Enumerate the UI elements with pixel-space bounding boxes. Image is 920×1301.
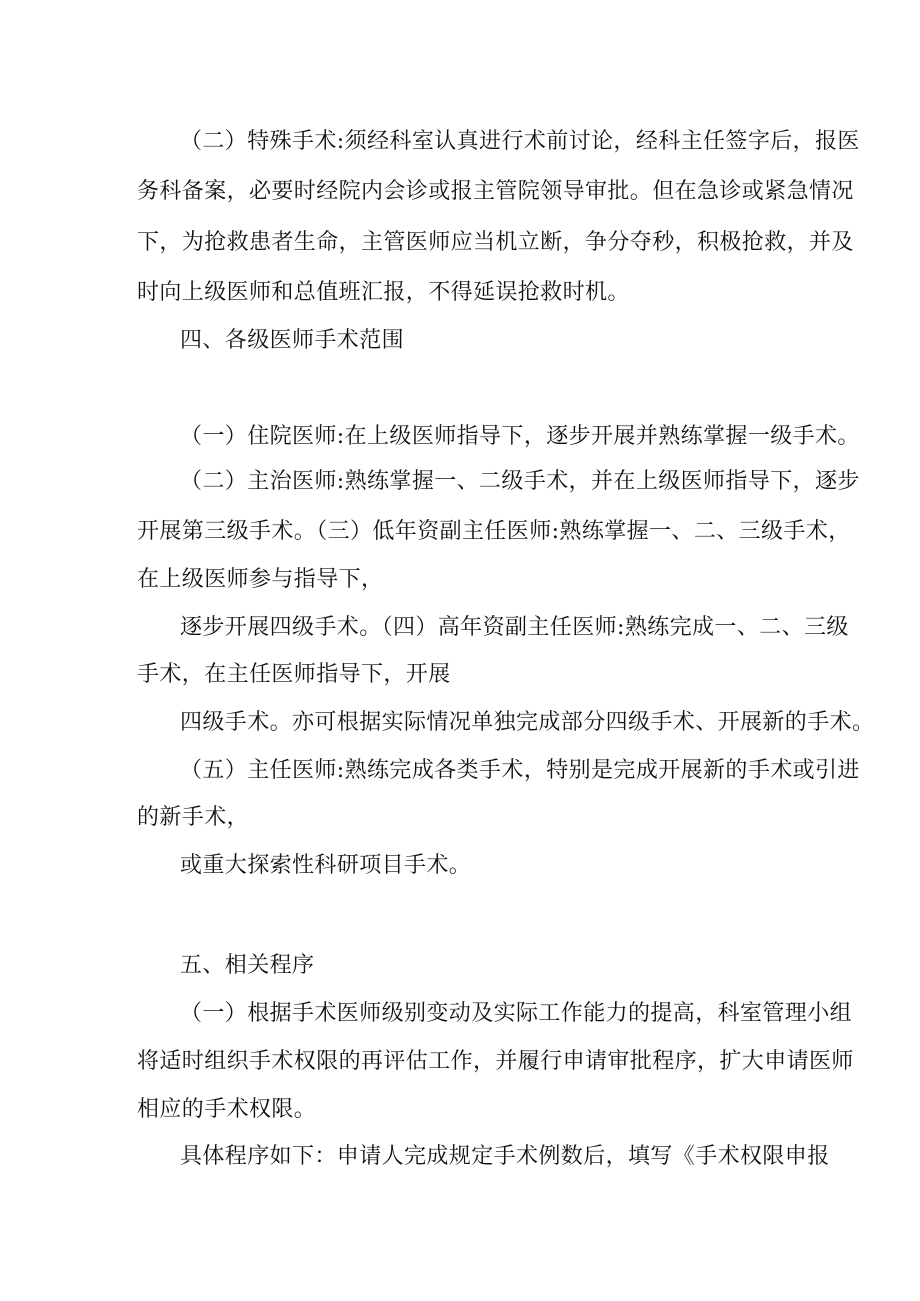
paragraph-special-surgery-line-3: 下，为抢救患者生命，主管医师应当机立断，争分夺秒，积极抢救，并及 — [137, 230, 854, 255]
paragraph-resident-physician: （一）住院医师:在上级医师指导下，逐步开展并熟练掌握一级手术。 — [180, 424, 860, 449]
paragraph-chief-physician-line-1: （五）主任医师:熟练完成各类手术，特别是完成开展新的手术或引进 — [180, 758, 860, 783]
section-heading-surgery-scope: 四、各级医师手术范围 — [180, 328, 405, 353]
paragraph-attending-line-3: 在上级医师参与指导下， — [137, 567, 384, 592]
paragraph-level-four-surgery: 四级手术。亦可根据实际情况单独完成部分四级手术、开展新的手术。 — [180, 710, 875, 735]
paragraph-procedure-line-3: 相应的手术权限。 — [137, 1097, 317, 1122]
paragraph-senior-associate-line-2: 手术，在主任医师指导下，开展 — [137, 662, 451, 687]
paragraph-attending-line-2: 开展第三级手术。（三）低年资副主任医师:熟练掌握一、二、三级手术， — [137, 519, 851, 544]
paragraph-senior-associate-line-1: 逐步开展四级手术。（四）高年资副主任医师:熟练完成一、二、三级 — [180, 615, 849, 640]
paragraph-procedure-line-1: （一）根据手术医师级别变动及实际工作能力的提高，科室管理小组 — [180, 1001, 853, 1026]
paragraph-specific-procedure: 具体程序如下：申请人完成规定手术例数后，填写《手术权限申报 — [180, 1144, 830, 1169]
paragraph-procedure-line-2: 将适时组织手术权限的再评估工作，并履行申请审批程序，扩大申请医师 — [137, 1049, 854, 1074]
paragraph-chief-physician-line-3: 或重大探索性科研项目手术。 — [180, 853, 472, 878]
paragraph-special-surgery-line-1: （二）特殊手术:须经科室认真进行术前讨论，经科主任签字后，报医 — [180, 129, 860, 154]
paragraph-attending-line-1: （二）主治医师:熟练掌握一、二级手术，并在上级医师指导下，逐步 — [180, 469, 860, 494]
paragraph-chief-physician-line-2: 的新手术， — [137, 805, 250, 830]
paragraph-special-surgery-line-4: 时向上级医师和总值班汇报，不得延误抢救时机。 — [137, 280, 630, 305]
section-heading-procedures: 五、相关程序 — [180, 953, 315, 978]
paragraph-special-surgery-line-2: 务科备案，必要时经院内会诊或报主管院领导审批。但在急诊或紧急情况 — [137, 179, 854, 204]
